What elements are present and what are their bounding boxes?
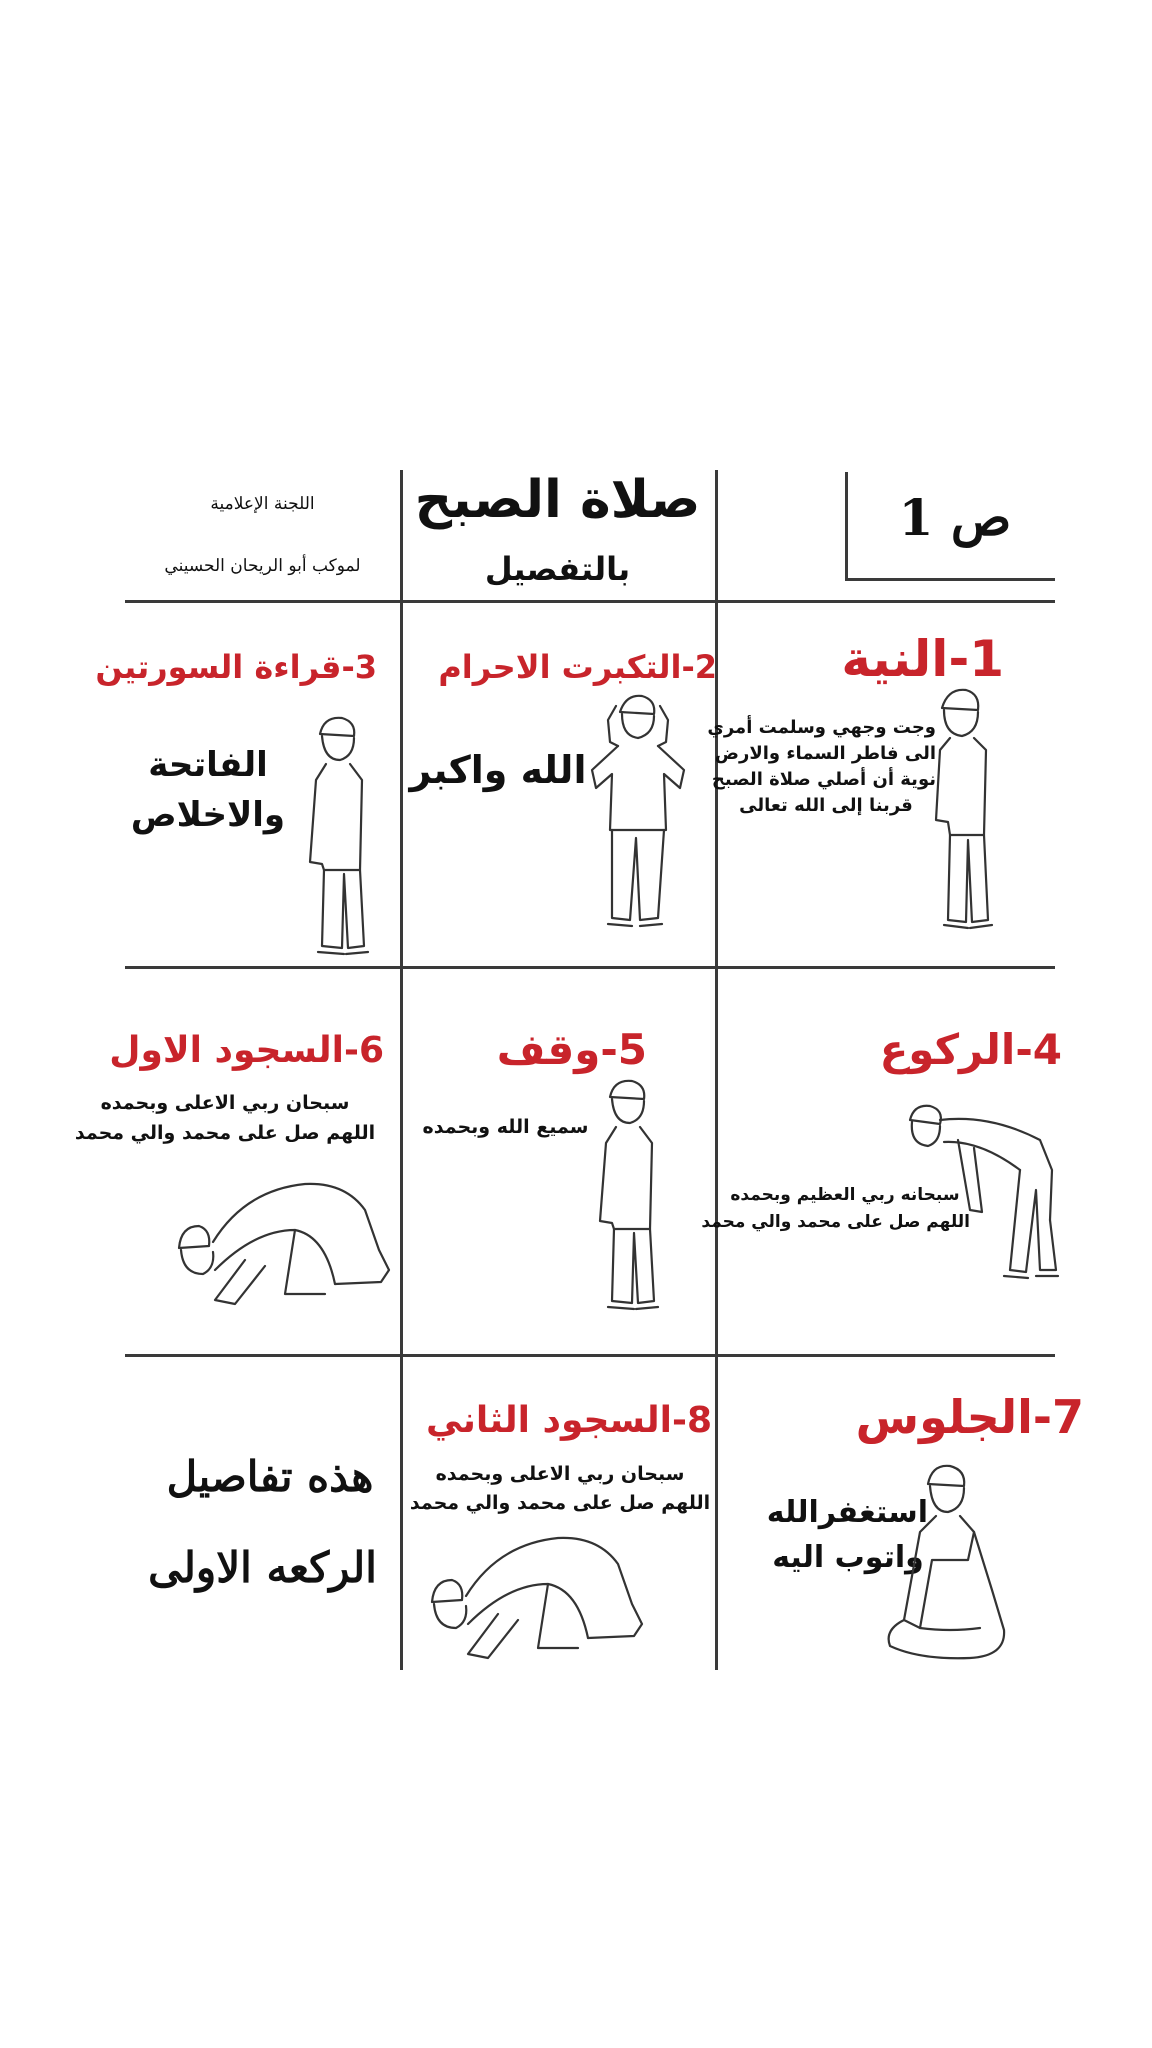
page-label-box-left <box>845 472 848 580</box>
step-5-line-1: سميع الله وبحمده <box>422 1116 589 1138</box>
step-1-line-2: الى فاطر السماء والارض <box>714 743 936 764</box>
page-label-box-bottom <box>845 578 1055 581</box>
sujud-first-figure-icon <box>175 1170 395 1320</box>
grid-line-vertical-left <box>400 470 403 1670</box>
step-6-line-1: سبحان ربي الاعلى وبحمده <box>100 1092 350 1114</box>
sitting-figure-icon <box>880 1460 1010 1665</box>
step-8-line-1: سبحان ربي الاعلى وبحمده <box>435 1463 685 1485</box>
standing-figure-icon <box>920 680 1010 935</box>
step-1-title: 1-النية <box>841 630 1004 688</box>
page-subtitle: بالتفصيل <box>484 550 631 588</box>
step-8-line-2: اللهم صل على محمد والي محمد <box>409 1492 711 1514</box>
takbir-figure-icon <box>582 690 692 935</box>
sujud-second-figure-icon <box>428 1530 648 1670</box>
step-6-title: 6-السجود الاول <box>109 1030 384 1071</box>
step-7-line-2: واتوب اليه <box>772 1540 924 1575</box>
page-label: ص 1 <box>898 488 1012 547</box>
grid-line-row1 <box>125 966 1055 969</box>
step-3-line-2: والاخلاص <box>130 795 286 835</box>
step-4-line-1: سبحانه ربي العظيم وبحمده <box>730 1185 960 1205</box>
grid-line-header <box>125 600 1055 603</box>
step-6-line-2: اللهم صل على محمد والي محمد <box>74 1122 376 1144</box>
step-5-title: 5-وقف <box>496 1025 647 1074</box>
step-3-title: 3-قراءة السورتين <box>95 648 377 686</box>
step-2-line-1: الله واكبر <box>409 748 587 792</box>
step-1-line-1: وجت وجهي وسلمت أمري <box>707 717 936 738</box>
summary-line-2: الركعه الاولى <box>148 1543 377 1592</box>
step-8-title: 8-السجود الثاني <box>425 1400 712 1441</box>
step-4-title: 4-الركوع <box>879 1025 1062 1074</box>
summary-line-1: هذه تفاصيل <box>166 1452 374 1501</box>
step-1-line-4: قربنا إلى الله تعالى <box>739 795 913 816</box>
step-3-line-1: الفاتحة <box>148 745 268 785</box>
standing-up-figure-icon <box>592 1075 670 1315</box>
step-2-title: 2-التكبرت الاحرام <box>438 648 717 686</box>
recitation-figure-icon <box>302 710 382 960</box>
logo-line-1: اللجنة الإعلامية <box>210 494 315 514</box>
step-1-line-3: نوية أن أصلي صلاة الصبح <box>711 769 936 790</box>
page-title: صلاة الصبح <box>414 470 701 530</box>
logo-line-2: لموكب أبو الريحان الحسيني <box>164 556 361 576</box>
grid-line-row2 <box>125 1354 1055 1357</box>
ruku-figure-icon <box>900 1100 1060 1300</box>
step-7-title: 7-الجلوس <box>855 1390 1084 1444</box>
step-7-line-1: استغفرالله <box>766 1495 928 1530</box>
step-4-line-2: اللهم صل على محمد والي محمد <box>701 1212 970 1232</box>
